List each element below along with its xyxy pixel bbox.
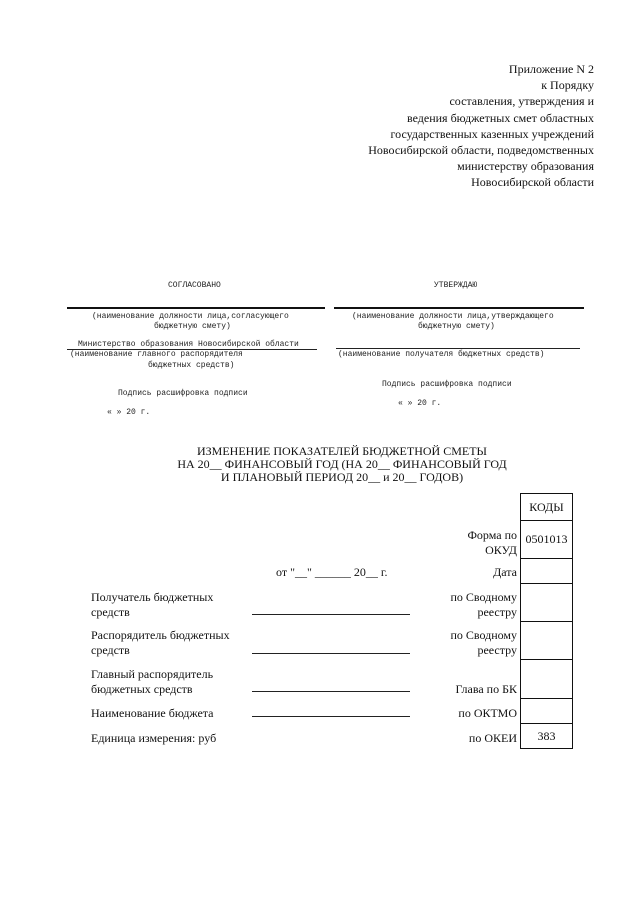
okud-code-cell[interactable]: 0501013 — [521, 521, 573, 559]
date-code-cell[interactable] — [521, 559, 573, 584]
agreed-position-caption: бюджетную смету) — [154, 322, 231, 331]
approved-position-caption: (наименование должности лица,утверждающего — [352, 312, 554, 321]
svodny-label-1 — [450, 590, 517, 620]
agreed-manager-caption: бюджетных средств) — [148, 361, 235, 370]
okei-label: по ОКЕИ — [468, 731, 517, 745]
appendix-line: ведения бюджетных смет областных — [407, 110, 594, 125]
appendix-line: государственных казенных учреждений — [390, 126, 594, 141]
agreed-position-caption: (наименование должности лица,согласующего — [92, 312, 289, 321]
title-line: И ПЛАНОВЫЙ ПЕРИОД 20__ и 20__ ГОДОВ) — [220, 470, 464, 484]
label-line: по Сводному — [450, 590, 517, 604]
approved-date-line: « » 20 г. — [398, 399, 442, 408]
recipient-field[interactable] — [252, 614, 410, 615]
agreed-heading: СОГЛАСОВАНО — [168, 281, 221, 290]
label-line: реестру — [477, 605, 517, 619]
chief-manager-label — [91, 667, 213, 697]
label-line: средств — [91, 605, 130, 619]
label-line: реестру — [477, 643, 517, 657]
title-line: НА 20__ ФИНАНСОВЫЙ ГОД (НА 20__ ФИНАНСОВЫЙ ГОД — [177, 457, 507, 471]
agreed-date-line: « » 20 г. — [107, 408, 151, 417]
appendix-line: Новосибирской области, подведомственных — [368, 143, 594, 158]
approved-heading: УТВЕРЖДАЮ — [434, 281, 478, 290]
codes-header: КОДЫ — [521, 494, 573, 521]
date-label: Дата — [493, 565, 517, 579]
codes-table — [520, 493, 573, 749]
label-line: средств — [91, 643, 130, 657]
manager-field[interactable] — [252, 653, 410, 654]
oktmo-label: по ОКТМО — [458, 706, 517, 720]
label-line: Распорядитель бюджетных — [91, 628, 230, 642]
label-line: Главный распорядитель — [91, 667, 214, 681]
chief-manager-field[interactable] — [252, 691, 410, 692]
glava-label: Глава по БК — [455, 682, 517, 696]
appendix-header — [334, 61, 594, 191]
title-line: ИЗМЕНЕНИЕ ПОКАЗАТЕЛЕЙ БЮДЖЕТНОЙ СМЕТЫ — [196, 444, 487, 458]
appendix-line: к Порядку — [541, 78, 594, 93]
glava-code-cell[interactable] — [521, 660, 573, 699]
okud-label — [467, 528, 517, 558]
document-date: от "__" ______ 20__ г. — [276, 565, 388, 579]
agreed-manager-caption: (наименование главного распорядителя — [70, 350, 243, 359]
svodny-label-2 — [450, 628, 517, 658]
appendix-line: Новосибирской области — [471, 175, 594, 190]
approved-signature-caption: Подпись расшифровка подписи — [382, 380, 512, 389]
approved-recipient-line — [336, 348, 580, 349]
agreed-position-line — [67, 307, 325, 309]
svodny-code-cell-1[interactable] — [521, 584, 573, 622]
ministry-name: Министерство образования Новосибирской области — [78, 340, 299, 349]
budget-name-label: Наименование бюджета — [91, 706, 214, 720]
svodny-code-cell-2[interactable] — [521, 622, 573, 660]
appendix-line: составления, утверждения и — [449, 94, 594, 109]
recipient-label — [91, 590, 213, 620]
okei-code-cell[interactable]: 383 — [521, 724, 573, 749]
label-line: по Сводному — [450, 628, 517, 642]
approved-recipient-caption: (наименование получателя бюджетных средств) — [338, 350, 545, 359]
document-title — [150, 445, 534, 484]
appendix-line: Приложение N 2 — [508, 62, 594, 76]
approved-position-caption: бюджетную смету) — [418, 322, 495, 331]
oktmo-code-cell[interactable] — [521, 699, 573, 724]
unit-label: Единица измерения: руб — [91, 731, 217, 745]
label-line: Форма по — [467, 528, 517, 542]
appendix-line: министерству образования — [457, 159, 594, 174]
approved-position-line — [334, 307, 584, 309]
budget-name-field[interactable] — [252, 716, 410, 717]
label-line: ОКУД — [485, 543, 517, 557]
label-line: Получатель бюджетных — [91, 590, 214, 604]
manager-label — [91, 628, 230, 658]
label-line: бюджетных средств — [91, 682, 193, 696]
agreed-signature-caption: Подпись расшифровка подписи — [118, 389, 248, 398]
